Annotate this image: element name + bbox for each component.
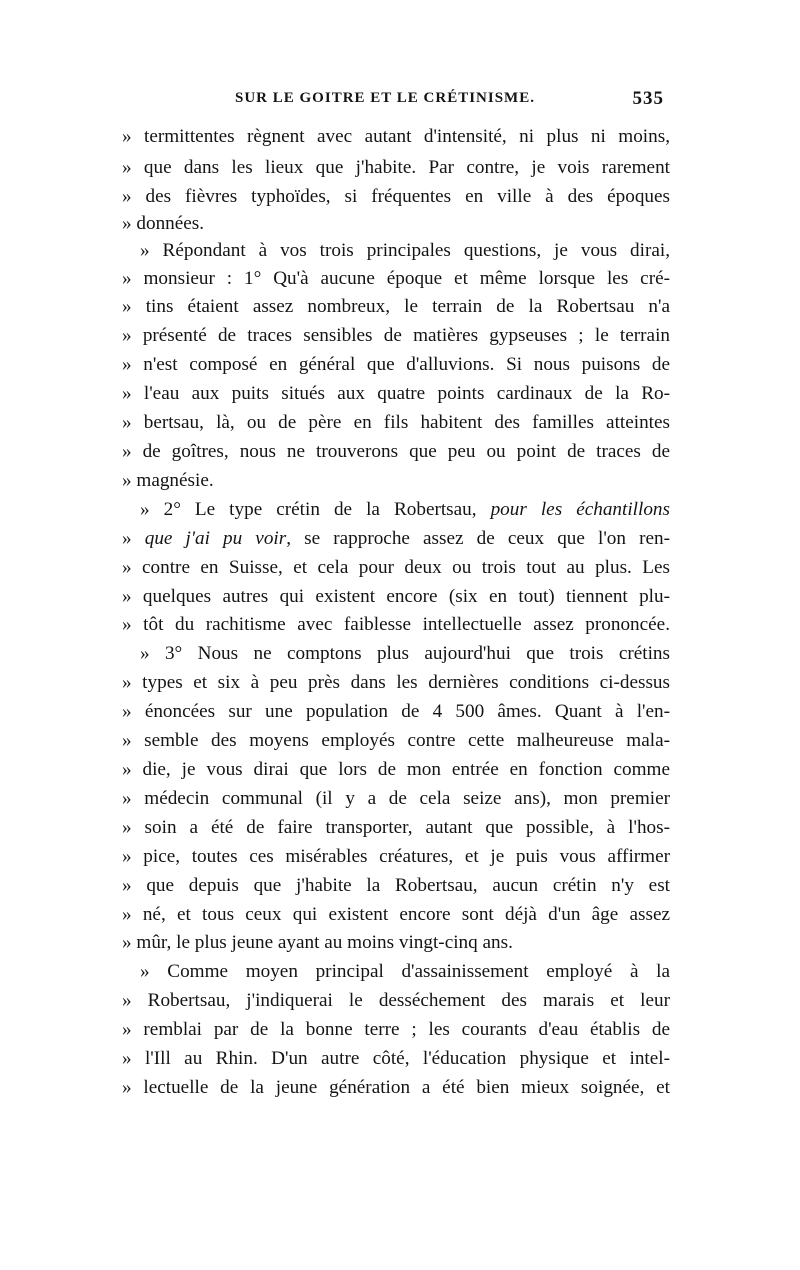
- text-line: » tôt du rachitisme avec faiblesse intellectuelle assez prononcée.: [122, 614, 670, 635]
- text-line: » monsieur : 1° Qu'à aucune époque et même lorsque les cré-: [122, 268, 670, 289]
- text-line: » tins étaient assez nombreux, le terrain de la Robertsau n'a: [122, 296, 670, 317]
- text-line: » die, je vous dirai que lors de mon entrée en fonction comme: [122, 759, 670, 780]
- text-line: » que depuis que j'habite la Robertsau, aucun crétin n'y est: [122, 875, 670, 896]
- text-line: » bertsau, là, ou de père en fils habitent des familles atteintes: [122, 412, 670, 433]
- text-line: » Comme moyen principal d'assainissement employé à la: [140, 961, 670, 982]
- text-line: » n'est composé en général que d'alluvions. Si nous puisons de: [122, 354, 670, 375]
- text-line: » 3° Nous ne comptons plus aujourd'hui que trois crétins: [140, 643, 670, 664]
- text-line: » remblai par de la bonne terre ; les courants d'eau établis de: [122, 1019, 670, 1040]
- text-line: » de goîtres, nous ne trouverons que peu ou point de traces de: [122, 441, 670, 462]
- text-line: » soin a été de faire transporter, autant que possible, à l'hos-: [122, 817, 670, 838]
- text-line: » l'Ill au Rhin. D'un autre côté, l'éducation physique et intel-: [122, 1048, 670, 1069]
- page-number: 535: [632, 88, 664, 109]
- text-line: » contre en Suisse, et cela pour deux ou trois tout au plus. Les: [122, 557, 670, 578]
- text-line: » magnésie.: [122, 470, 214, 491]
- text-line: » des fièvres typhoïdes, si fréquentes en ville à des époques: [122, 186, 670, 207]
- text-line: » pice, toutes ces misérables créatures, et je puis vous affirmer: [122, 846, 670, 867]
- text-line: » né, et tous ceux qui existent encore sont déjà d'un âge assez: [122, 904, 670, 925]
- text-line: » données.: [122, 213, 205, 234]
- text-line: » lectuelle de la jeune génération a été bien mieux soignée, et: [122, 1077, 670, 1098]
- text-line: » mûr, le plus jeune ayant au moins vingt-cinq ans.: [122, 932, 513, 953]
- running-title: SUR LE GOITRE ET LE CRÉTINISME.: [235, 90, 535, 106]
- text-line: » Robertsau, j'indiquerai le desséchement des marais et leur: [122, 990, 670, 1011]
- text-line: » quelques autres qui existent encore (six en tout) tiennent plu-: [122, 586, 670, 607]
- text-line: » termittentes règnent avec autant d'intensité, ni plus ni moins,: [122, 126, 670, 147]
- text-line: » énoncées sur une population de 4 500 âmes. Quant à l'en-: [122, 701, 670, 722]
- text-line: » que j'ai pu voir, se rapproche assez de ceux que l'on ren-: [122, 528, 670, 549]
- text-line: » présenté de traces sensibles de matières gypseuses ; le terrain: [122, 325, 670, 346]
- text-line: » semble des moyens employés contre cette malheureuse mala-: [122, 730, 670, 751]
- text-line: » types et six à peu près dans les dernières conditions ci-dessus: [122, 672, 670, 693]
- text-line: » l'eau aux puits situés aux quatre points cardinaux de la Ro-: [122, 383, 670, 404]
- text-line: » médecin communal (il y a de cela seize ans), mon premier: [122, 788, 670, 809]
- text-line: » 2° Le type crétin de la Robertsau, pour les échantillons: [140, 499, 670, 520]
- text-line: » Répondant à vos trois principales questions, je vous dirai,: [140, 240, 670, 261]
- text-line: » que dans les lieux que j'habite. Par contre, je vois rarement: [122, 157, 670, 178]
